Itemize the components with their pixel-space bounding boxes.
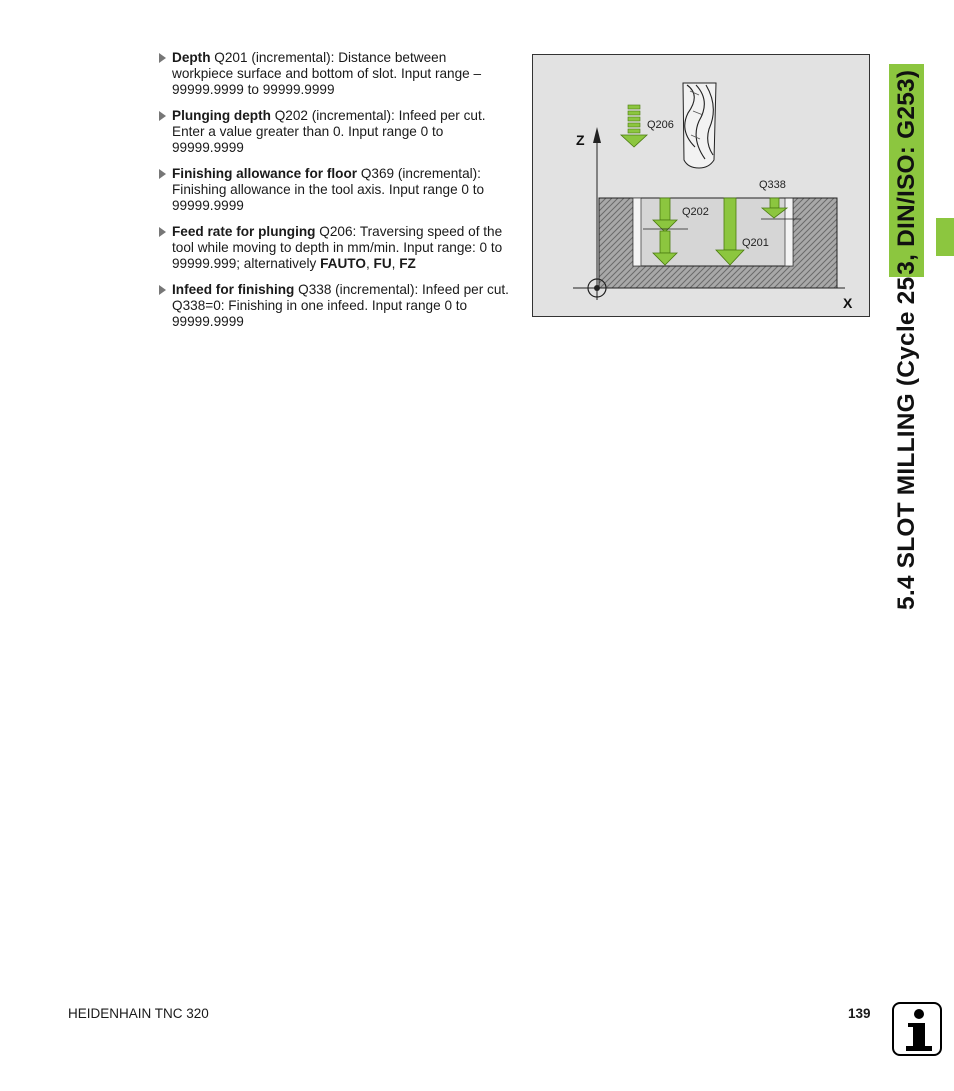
- diagram-svg: [533, 55, 869, 316]
- param-label: Feed rate for plunging: [172, 224, 316, 239]
- side-title-text: 5.4 SLOT MILLING (Cycle 25: [893, 276, 920, 610]
- end-mill-tool: [683, 83, 716, 168]
- param-description: Q201 (incremental): Distance between workpiece surface and bottom of slot. Input range –99999.9999 to 99999.9999: [172, 50, 482, 97]
- label-q201: Q201: [742, 237, 769, 249]
- allowance-left: [633, 198, 641, 266]
- bullet-arrow-icon: [159, 111, 166, 121]
- label-q338: Q338: [759, 179, 786, 191]
- param-description: Q338 (incremental): Infeed per cut. Q338=0: Finishing in one infeed. Input range 0 to 99999.9999: [172, 282, 509, 329]
- param-description: Q202 (incremental): Infeed per cut. Enter a value greater than 0. Input range 0 to 99999.9999: [172, 108, 486, 155]
- param-finishing-allowance-floor: [158, 166, 510, 214]
- footer-product: HEIDENHAIN TNC 320: [68, 1006, 209, 1021]
- chapter-side-title: [893, 64, 921, 610]
- z-axis-arrowhead: [593, 127, 601, 143]
- param-infeed-finishing: [158, 282, 510, 330]
- axis-label-z: Z: [576, 132, 585, 148]
- param-description: Q206: Traversing speed of the tool while moving to depth in mm/min. Input range: 0 to 99999.999; alternatively: [172, 224, 503, 271]
- option-fu: FU: [373, 256, 392, 271]
- page-number: 139: [848, 1006, 871, 1021]
- parameter-list: [158, 50, 510, 340]
- param-description: Q369 (incremental): Finishing allowance in the tool axis. Input range 0 to 99999.9999: [172, 166, 485, 213]
- option-fz: FZ: [399, 256, 416, 271]
- axis-label-x: X: [843, 295, 853, 311]
- slot-depth-diagram: [532, 54, 870, 317]
- separator: ,: [391, 256, 400, 271]
- chapter-tab: [936, 218, 954, 256]
- q206-feed-arrow: [621, 105, 647, 147]
- param-label: Infeed for finishing: [172, 282, 295, 297]
- option-fauto: FAUTO: [320, 256, 366, 271]
- bullet-arrow-icon: [159, 53, 166, 63]
- param-depth: [158, 50, 510, 98]
- bullet-arrow-icon: [159, 227, 166, 237]
- param-label: Finishing allowance for floor: [172, 166, 358, 181]
- label-q206: Q206: [647, 119, 674, 131]
- bullet-arrow-icon: [159, 169, 166, 179]
- info-icon: [892, 1002, 942, 1056]
- param-label: Plunging depth: [172, 108, 271, 123]
- param-feed-rate-plunging: [158, 224, 510, 272]
- param-plunging-depth: [158, 108, 510, 156]
- separator: ,: [365, 256, 374, 271]
- bullet-arrow-icon: [159, 285, 166, 295]
- label-q202: Q202: [682, 206, 709, 218]
- param-label: Depth: [172, 50, 211, 65]
- side-title-highlight: 3, DIN/ISO: G253): [889, 64, 924, 277]
